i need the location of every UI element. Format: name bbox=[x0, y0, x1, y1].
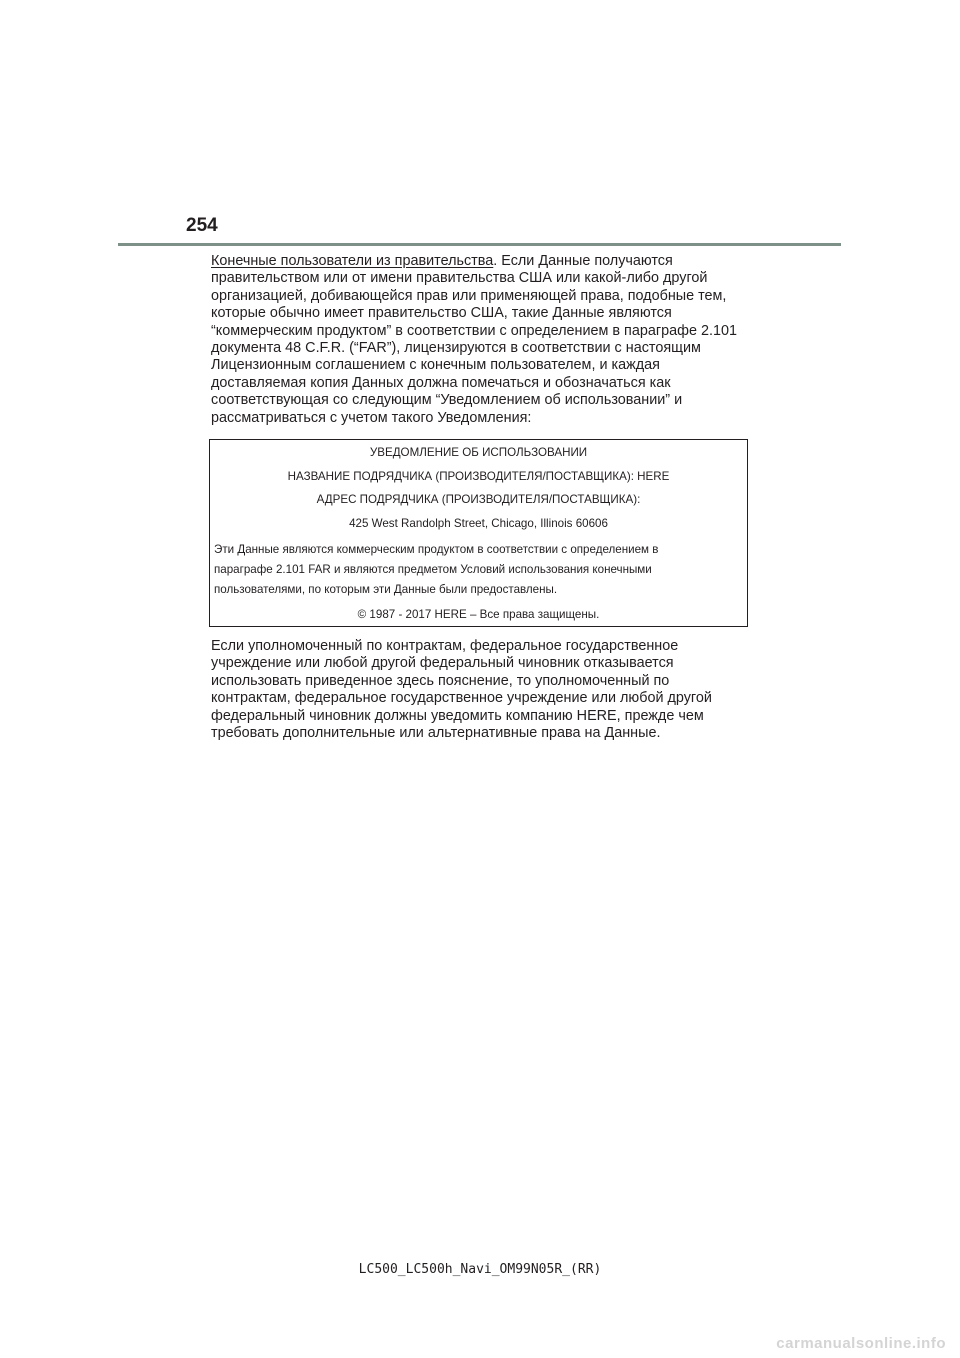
paragraph-line: контрактам, федеральное государственное учреждение или любой другой bbox=[211, 690, 712, 707]
paragraph-contracting-officer bbox=[211, 638, 771, 742]
paragraph-line: использовать приведенное здесь пояснение, то уполномоченный по bbox=[211, 672, 670, 689]
paragraph-line: Если уполномоченный по контрактам, федеральное государственное bbox=[211, 638, 679, 654]
paragraph-line: документа 48 C.F.R. (“FAR”), лицензируются в соответствии с настоящим bbox=[211, 340, 701, 357]
notice-body-line: Эти Данные являются коммерческим продуктом в соответствии с определением в bbox=[214, 543, 659, 556]
watermark: carmanualsonline.info bbox=[776, 1335, 946, 1352]
notice-body-line: пользователями, по которым эти Данные были предоставлены. bbox=[214, 583, 558, 596]
paragraph-line: рассматриваться с учетом такого Уведомления: bbox=[211, 409, 532, 426]
paragraph-line: Лицензионным соглашением с конечным пользователем, и каждая bbox=[211, 357, 660, 374]
notice-body-line: параграфе 2.101 FAR и являются предметом Условий использования конечными bbox=[214, 563, 652, 576]
notice-contractor-address: 425 West Randolph Street, Chicago, Illinois 60606 bbox=[349, 517, 608, 530]
document-footer-code: LC500_LC500h_Navi_OM99N05R_(RR) bbox=[358, 1262, 602, 1277]
paragraph-text: . Если Данные получаются bbox=[493, 253, 673, 269]
paragraph-line: учреждение или любой другой федеральный чиновник отказывается bbox=[211, 655, 674, 672]
page-number: 254 bbox=[186, 215, 218, 236]
notice-contractor-name: НАЗВАНИЕ ПОДРЯДЧИКА (ПРОИЗВОДИТЕЛЯ/ПОСТАВЩИКА): HERE bbox=[287, 470, 670, 483]
paragraph-line: соответствующая со следующим “Уведомлением об использовании” и bbox=[211, 392, 683, 409]
paragraph-line: которые обычно имеет правительство США, такие Данные являются bbox=[211, 305, 672, 322]
notice-of-use-box bbox=[209, 439, 748, 627]
paragraph-line bbox=[211, 253, 771, 270]
paragraph-line: правительством или от имени правительства США или какой-либо другой bbox=[211, 270, 708, 287]
paragraph-line: требовать дополнительные или альтернативные права на Данные. bbox=[211, 725, 661, 742]
notice-title: УВЕДОМЛЕНИЕ ОБ ИСПОЛЬЗОВАНИИ bbox=[369, 446, 588, 459]
section-link[interactable]: Конечные пользователи из правительства bbox=[211, 253, 494, 269]
paragraph-line: организацией, добивающейся прав или применяющей права, подобные тем, bbox=[211, 287, 727, 304]
paragraph-government-end-users bbox=[211, 253, 771, 427]
paragraph-line: доставляемая копия Данных должна помечаться и обозначаться как bbox=[211, 374, 671, 391]
paragraph-line: федеральный чиновник должны уведомить компанию HERE, прежде чем bbox=[211, 707, 704, 724]
paragraph-line: “коммерческим продуктом” в соответствии с определением в параграфе 2.101 bbox=[211, 322, 737, 339]
header-rule bbox=[118, 243, 841, 246]
notice-contractor-address-label: АДРЕС ПОДРЯДЧИКА (ПРОИЗВОДИТЕЛЯ/ПОСТАВЩИКА): bbox=[316, 493, 641, 506]
notice-copyright: © 1987 - 2017 HERE – Все права защищены. bbox=[357, 608, 600, 621]
